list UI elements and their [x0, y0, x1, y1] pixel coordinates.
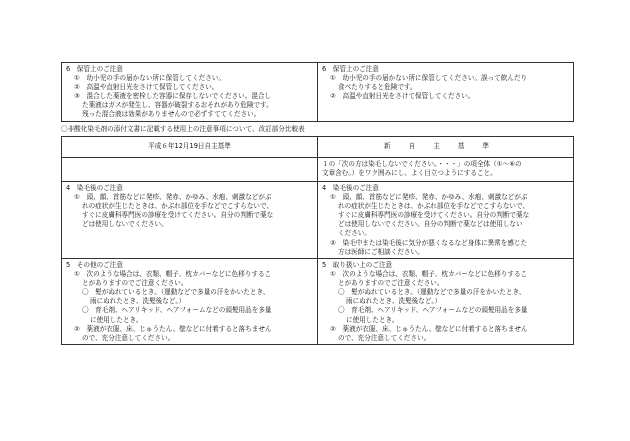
section4-new-cell	[318, 182, 574, 259]
text-line: ① 幼小児の手の届かない所に保管してください。誤って飲んだり	[330, 74, 528, 83]
text-line: どは使用しないでください。自分の判断で薬などは使用しない	[338, 220, 523, 229]
text-line: すぐに皮膚科専門医の診療を受けてください。自分の判断で薬な	[82, 211, 274, 220]
text-line: 食べたりすると危険です。	[338, 83, 417, 92]
intro-old-cell	[62, 158, 318, 182]
text-block	[322, 160, 570, 178]
text-line: に使用したとき。	[346, 315, 399, 324]
text-block	[66, 193, 314, 229]
text-line: に使用したとき。	[90, 315, 143, 324]
old-storage-cell	[62, 63, 318, 122]
text-line: ① 幼小児の手の届かない所に保管してください。	[74, 74, 225, 83]
header-old-standard: 平成６年12月19日自主基準	[62, 137, 318, 158]
table-caption: 〇非酸化染毛剤の添付文書に記載する使用上の注意事項について、改訂部分比較表	[61, 125, 305, 133]
text-block	[322, 74, 570, 101]
text-line: 〇 髪がぬれているとき。（運動などで多量の汗をかいたとき、	[82, 288, 270, 297]
text-block	[66, 74, 314, 119]
text-line: すぐに皮膚科専門医の診療を受けてください。自分の判断で薬な	[338, 211, 530, 220]
text-line: 〇 育毛剤、ヘアリキッド、ヘアフォームなどの頭髪用品を多量	[338, 306, 528, 315]
text-line: ① 次のような場合は、衣類、帽子、枕カバーなどに色移りするこ	[330, 270, 528, 279]
text-line: 雨にぬれたとき、洗髪後など。）	[346, 297, 442, 306]
section-heading: 4 染毛後のご注意	[66, 184, 123, 192]
text-line: た薬液はガスが発生し、容器が破裂するおそれがあり危険です。	[82, 101, 273, 110]
text-line: とがありますのでご注意ください。	[82, 279, 188, 288]
section4-old-cell	[62, 182, 318, 259]
text-line: ① 次のような場合は、衣類、帽子、枕カバーなどに色移りするこ	[74, 270, 272, 279]
storage-comparison-table	[61, 62, 574, 122]
section-heading: 5 その他のご注意	[66, 261, 123, 269]
text-line: 〇 髪がぬれているとき。（運動などで多量の汗をかいたとき、	[338, 288, 526, 297]
section-heading: 6 保管上のご注意	[322, 65, 379, 73]
text-line: ② 高温や直射日光をさけて保管してください。	[330, 92, 475, 101]
text-block	[322, 270, 570, 343]
new-storage-cell	[318, 63, 574, 122]
text-line: ② 薬液が衣服、床、じゅうたん、壁などに付着すると落ちません	[74, 324, 272, 333]
text-line: 残った混合液は効果がありませんので必ずすててください。	[82, 110, 261, 119]
text-line: 方は医師にご相談ください。	[338, 247, 424, 256]
text-line: 文章含む。）をワク囲みにし、よく目立つようにすること。	[322, 169, 497, 178]
text-line: れの症状が生じたときは、かぶれ部位を手などでこすらないで、	[82, 202, 274, 211]
section-heading: 4 染毛後のご注意	[322, 184, 379, 192]
section5-new-cell	[318, 259, 574, 345]
text-line: ② 高温や直射日光をさけて保管してください。	[74, 83, 219, 92]
section5-old-cell	[62, 259, 318, 345]
text-line: ② 染毛中または染毛後に気分が悪くなるなど身体に異常を感じた	[330, 238, 528, 247]
header-new-label: 新自主基準	[384, 142, 507, 151]
text-line: れの症状が生じたときは、かぶれ部位を手などでこすらないで、	[338, 202, 530, 211]
text-line: ③ 混合した薬液を密栓した容器に保存しないでください。混合し	[74, 92, 272, 101]
text-line: ② 薬液が衣服、床、じゅうたん、壁などに付着すると落ちません	[330, 324, 528, 333]
text-block	[66, 270, 314, 343]
section-heading: 6 保管上のご注意	[66, 65, 123, 73]
text-line: ① 頭、顔、首筋などに発疹、発赤、かゆみ、水疱、刺激などがぶ	[330, 193, 528, 202]
text-line: どは使用しないでください。	[82, 220, 168, 229]
text-line: とがありますのでご注意ください。	[338, 279, 444, 288]
text-line: １の「次の方は染毛しないでください。・・・」の項全体（①～⑥の	[322, 160, 522, 168]
text-line: ので、充分注意してください。	[82, 333, 175, 342]
text-line: 〇 育毛剤、ヘアリキッド、ヘアフォームなどの頭髪用品を多量	[82, 306, 272, 315]
text-block	[322, 193, 570, 257]
text-line: ので、充分注意してください。	[338, 333, 431, 342]
header-new-standard	[318, 137, 574, 158]
text-line: ください。	[338, 229, 371, 238]
intro-new-cell	[318, 158, 574, 182]
text-line: ① 頭、顔、首筋などに発疹、発赤、かゆみ、水疱、刺激などがぶ	[74, 193, 272, 202]
text-line: 雨にぬれたとき、洗髪後など。）	[90, 297, 186, 306]
section-heading: 5 取り扱い上のご注意	[322, 261, 393, 269]
revision-comparison-table	[61, 136, 574, 345]
